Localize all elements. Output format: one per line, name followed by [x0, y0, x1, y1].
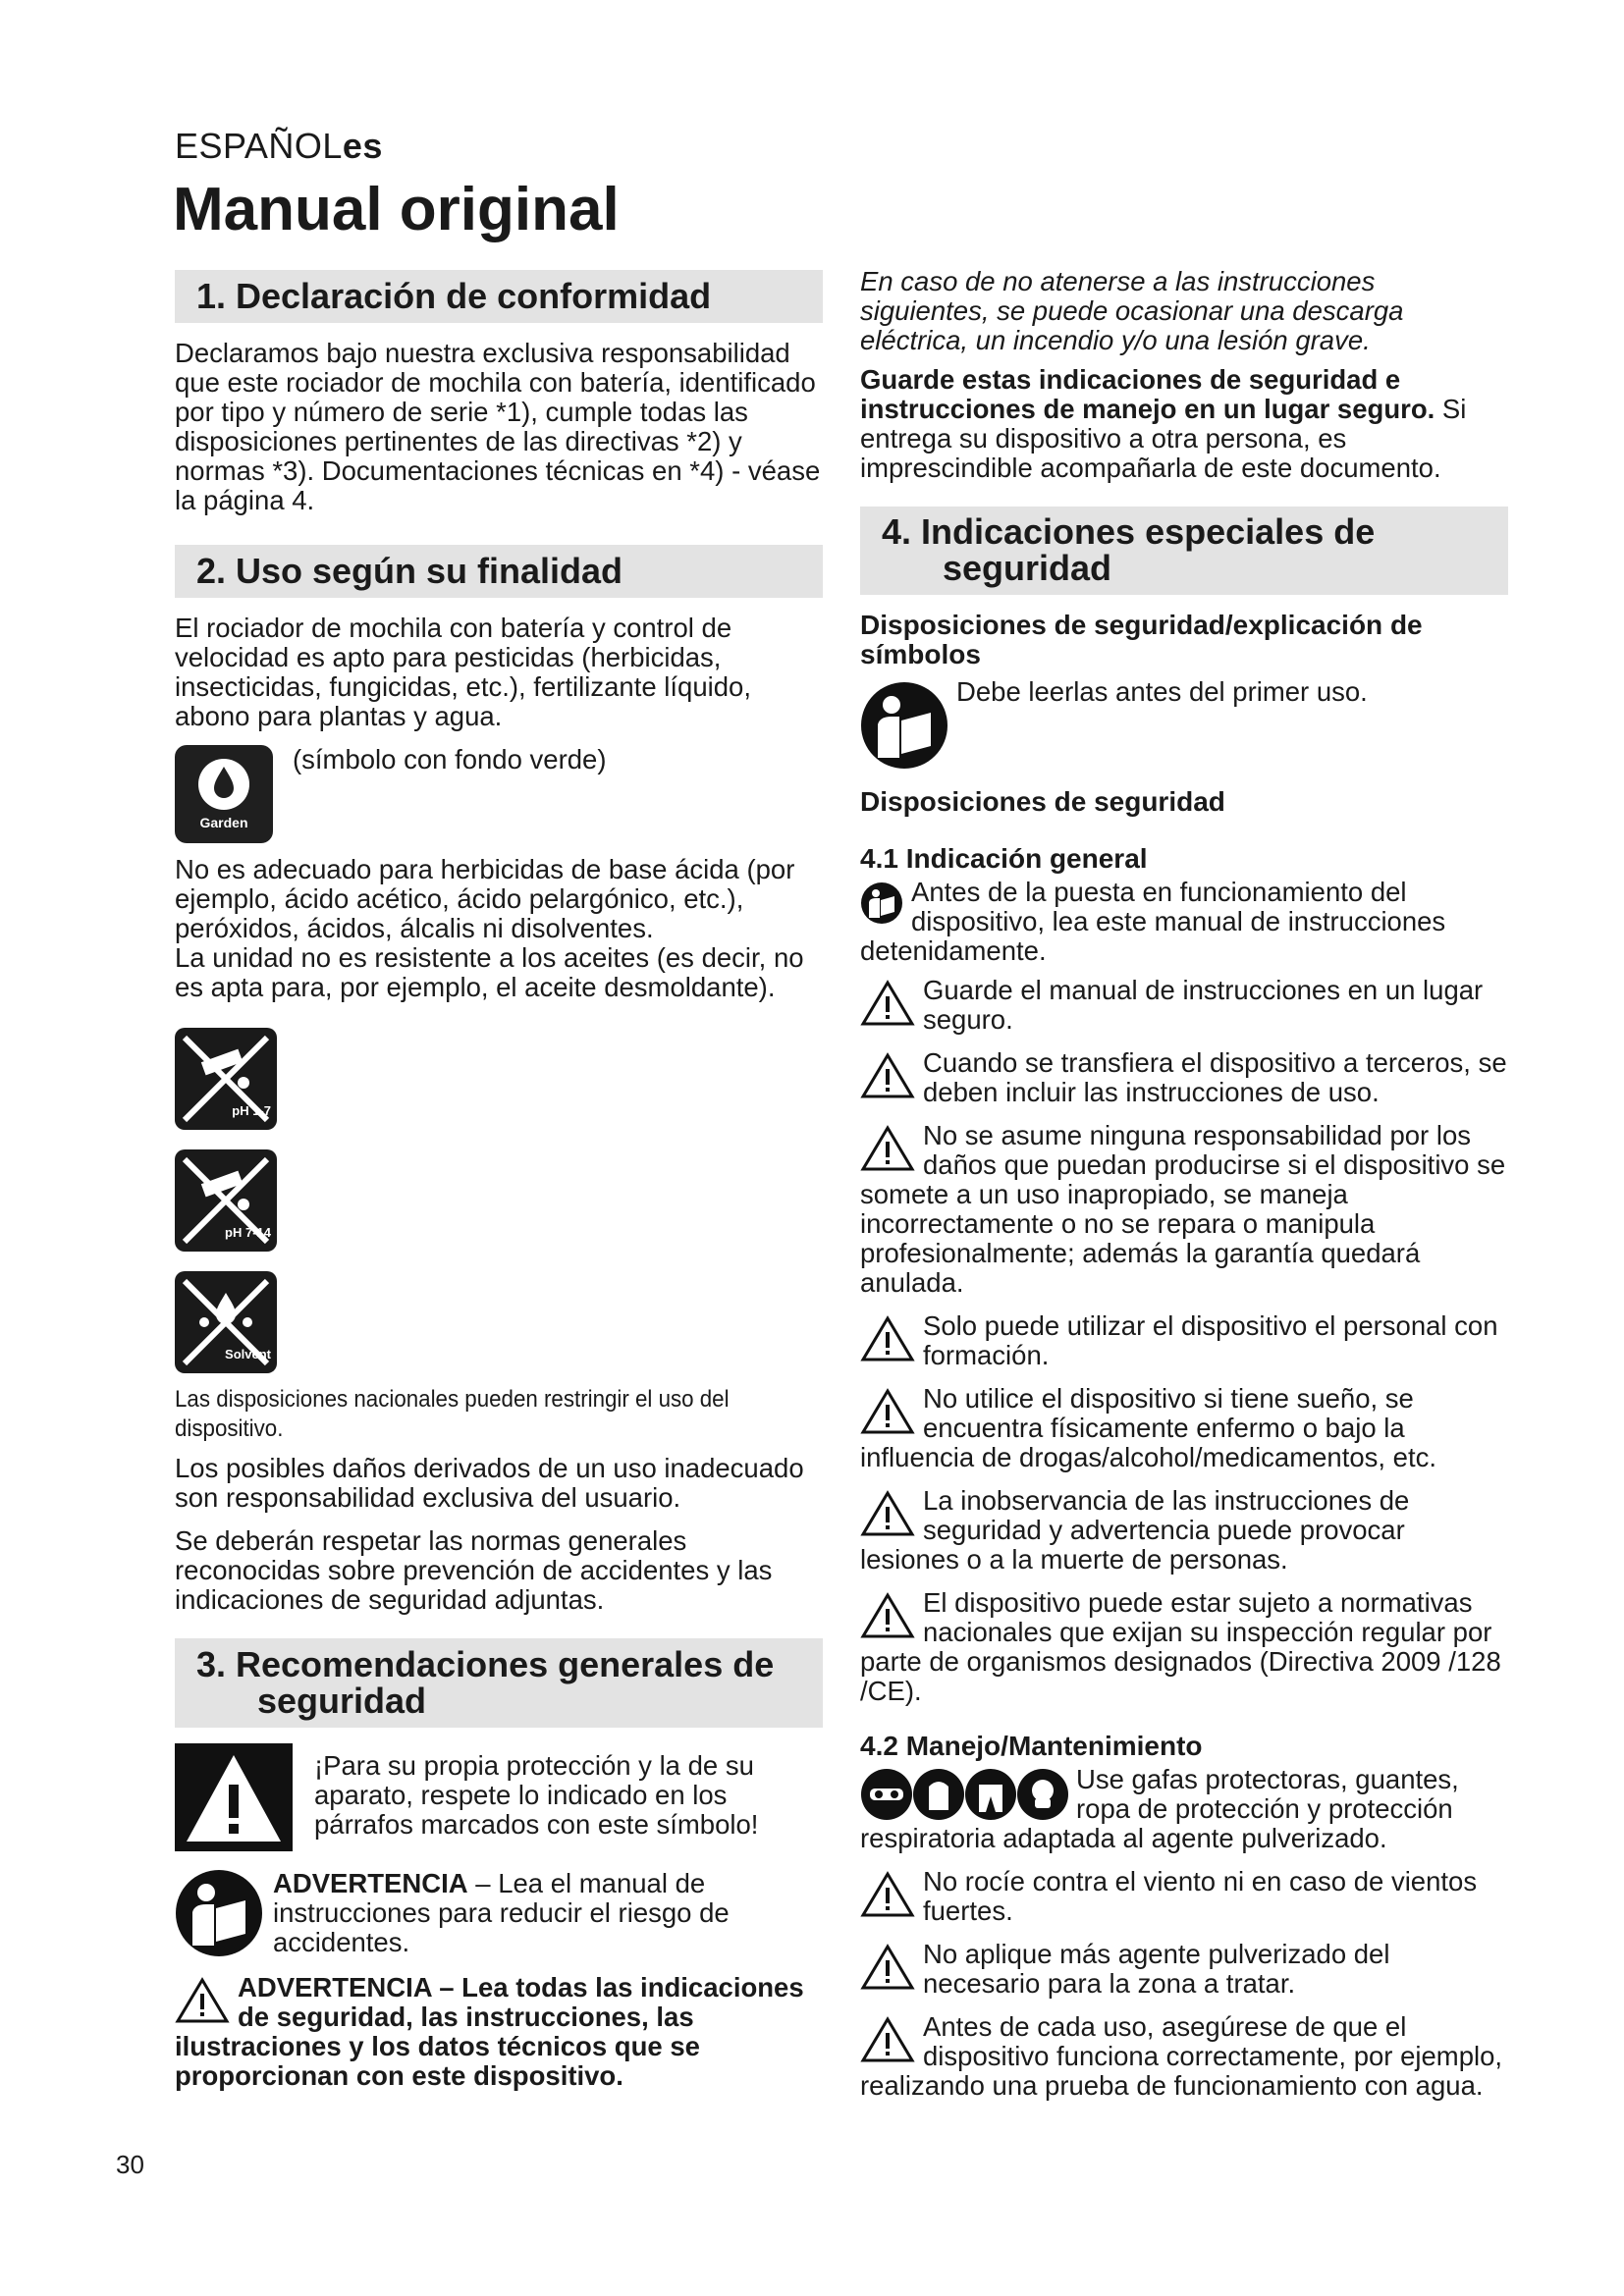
read-manual-warning-row [175, 1869, 823, 1963]
no-acid-ph1-7-icon [175, 1028, 277, 1130]
rules-text: Se deberán respetar las normas generales reconocidas sobre prevención de accidentes y las indicaciones de seguridad adjuntas. [175, 1525, 773, 1615]
section-2-heading: 2. Uso según su finalidad [175, 545, 823, 598]
no-solvent-icon [175, 1271, 277, 1373]
gloves-icon [913, 1769, 964, 1820]
national-text: Las disposiciones nacionales pueden restringir el uso del dispositivo. [175, 1386, 730, 1442]
no-alkali-ph7-14-icon [175, 1149, 277, 1252]
maint-item: Antes de cada uso, asegúrese de que el dispositivo funciona correctamente, por ejemplo, realizando una prueba de funcionamiento con agua. [860, 2012, 1503, 2101]
ppe-icons [860, 1767, 1068, 1822]
general-subheading: 4.1 Indicación general [860, 843, 1148, 874]
page-number: 30 [116, 2150, 144, 2179]
general-item: No se asume ninguna responsabilidad por los daños que puedan producirse si el dispositivo se somete a un uso inapropiado, se maneja incorrectamente o no se repara o manipula profesionalmente; además la garantía quedará anulada. [860, 1121, 1506, 1298]
general-item: Cuando se transfiera el dispositivo a terceros, se deben incluir las instrucciones de uso. [860, 1048, 1508, 1107]
language-name: ESPAÑOL [175, 126, 343, 166]
warning-icon [860, 1125, 915, 1172]
general-item: Antes de la puesta en funcionamiento del dispositivo, lea este manual de instrucciones detenidamente. [860, 878, 1446, 966]
warning-icon [860, 980, 915, 1027]
read-all-warning-text: ADVERTENCIA – Lea todas las indicaciones de seguridad, las instrucciones, las ilustraciones y los datos técnicos que se proporcionan con este dispositivo. [175, 1972, 804, 2091]
maint-item: No rocíe contra el viento ni en caso de vientos fuertes. [860, 1867, 1508, 1926]
garden-label: Garden [199, 815, 248, 830]
garden-symbol-row [175, 745, 823, 843]
language-label [175, 126, 383, 167]
general-item: Guarde el manual de instrucciones en un lugar seguro. [860, 976, 1508, 1035]
warning-icon [860, 1944, 915, 1991]
read-first-row [860, 677, 1508, 770]
read-first-text: Debe leerlas antes del primer uso. [956, 677, 1368, 707]
ppe-text: Use gafas protectoras, guantes, ropa de protección y protección respiratoria adaptada al agente pulverizado. [860, 1765, 1459, 1853]
general-item: La inobservancia de las instrucciones de seguridad y advertencia puede provocar lesiones o a la muerte de personas. [860, 1486, 1410, 1575]
safety-subheading: Disposiciones de seguridad [860, 786, 1225, 817]
garden-caption: (símbolo con fondo verde) [293, 745, 607, 774]
keep-instructions: Guarde estas indicaciones de seguridad e instrucciones de manejo en un lugar seguro. Si entrega su dispositivo a otra persona, es imprescindible acompañarla de este documento. [860, 364, 1467, 483]
ppe-row [860, 1765, 1508, 1853]
general-item: El dispositivo puede estar sujeto a normativas nacionales que exijan su inspección regular por parte de organismos designados (Directiva 2009 /128 /CE). [860, 1588, 1501, 1706]
protective-clothing-icon [965, 1769, 1016, 1820]
maint-item: No aplique más agente pulverizado del necesario para la zona a tratar. [860, 1940, 1508, 1999]
warning-label: ADVERTENCIA [273, 1869, 468, 1898]
respirator-icon [1017, 1769, 1068, 1820]
warning-icon [860, 1388, 915, 1435]
general-item: No utilice el dispositivo si tiene sueño, se encuentra físicamente enfermo o bajo la influencia de drogas/alcohol/medicamentos, etc. [860, 1384, 1437, 1472]
oil-text: La unidad no es resistente a los aceites (es decir, no es apta para, por ejemplo, el aceite desmoldante). [175, 942, 804, 1002]
warning-icon [860, 1592, 915, 1639]
protect-text: ¡Para su propia protección y la de su aparato, respete lo indicado en los párrafos marcados con este símbolo! [314, 1750, 759, 1840]
ph-high-label: pH 7-14 [225, 1225, 271, 1240]
warning-icon [860, 1315, 915, 1362]
goggles-icon [861, 1769, 912, 1820]
warning-consequences: En caso de no atenerse a las instrucciones siguientes, se puede ocasionar una descarga eléctrica, un incendio y/o una lesión grave. [860, 266, 1404, 355]
read-manual-icon [175, 1869, 263, 1963]
not-suitable-text: No es adecuado para herbicidas de base ácida (por ejemplo, ácido acético, ácido pelargónico, etc.), peróxidos, ácidos, álcalis ni disolventes. [175, 854, 795, 943]
warning-icon [860, 1052, 915, 1099]
section-3-heading: 3. Recomendaciones generales de seguridad [175, 1638, 823, 1728]
language-code: es [342, 126, 383, 166]
declaration-text: Declaramos bajo nuestra exclusiva responsabilidad que este rociador de mochila con batería, identificado por tipo y número de serie *1), cumple todas las disposiciones pertinentes de las directivas *2) y normas *3). Documentaciones técnicas en *4) - véase la página 4. [175, 338, 821, 515]
warning-icon [860, 1490, 915, 1537]
warning-icon [860, 2016, 915, 2063]
ph-low-label: pH 1-7 [232, 1103, 271, 1118]
intended-use-text: El rociador de mochila con batería y control de velocidad es apto para pesticidas (herbicidas, insecticidas, fungicidas, etc.), fertilizante líquido, abono para plantas y agua. [175, 613, 751, 731]
garden-icon [175, 745, 273, 843]
warning-triangle-icon [175, 1743, 293, 1851]
general-item: Solo puede utilizar el dispositivo el personal con formación. [860, 1311, 1508, 1370]
section-4-heading: 4. Indicaciones especiales de seguridad [860, 507, 1508, 595]
symbols-subheading: Disposiciones de seguridad/explicación de símbolos [860, 610, 1423, 669]
warning-icon [175, 1977, 230, 2024]
protect-row [175, 1743, 823, 1863]
read-all-warning [175, 1973, 823, 2091]
warning-icon [860, 1871, 915, 1918]
warning-text: – Lea el manual de instrucciones para reducir el riesgo de accidentes. [273, 1869, 730, 1957]
damages-text: Los posibles daños derivados de un uso inadecuado son responsabilidad exclusiva del usuario. [175, 1453, 804, 1513]
read-manual-icon [860, 881, 903, 925]
left-column [175, 270, 823, 2091]
page-title: Manual original [173, 176, 620, 243]
right-column [860, 267, 1508, 2114]
read-manual-icon [860, 681, 948, 770]
section-1-heading: 1. Declaración de conformidad [175, 270, 823, 323]
solvent-label: Solvent [225, 1347, 271, 1362]
maintenance-subheading: 4.2 Manejo/Mantenimiento [860, 1731, 1203, 1761]
